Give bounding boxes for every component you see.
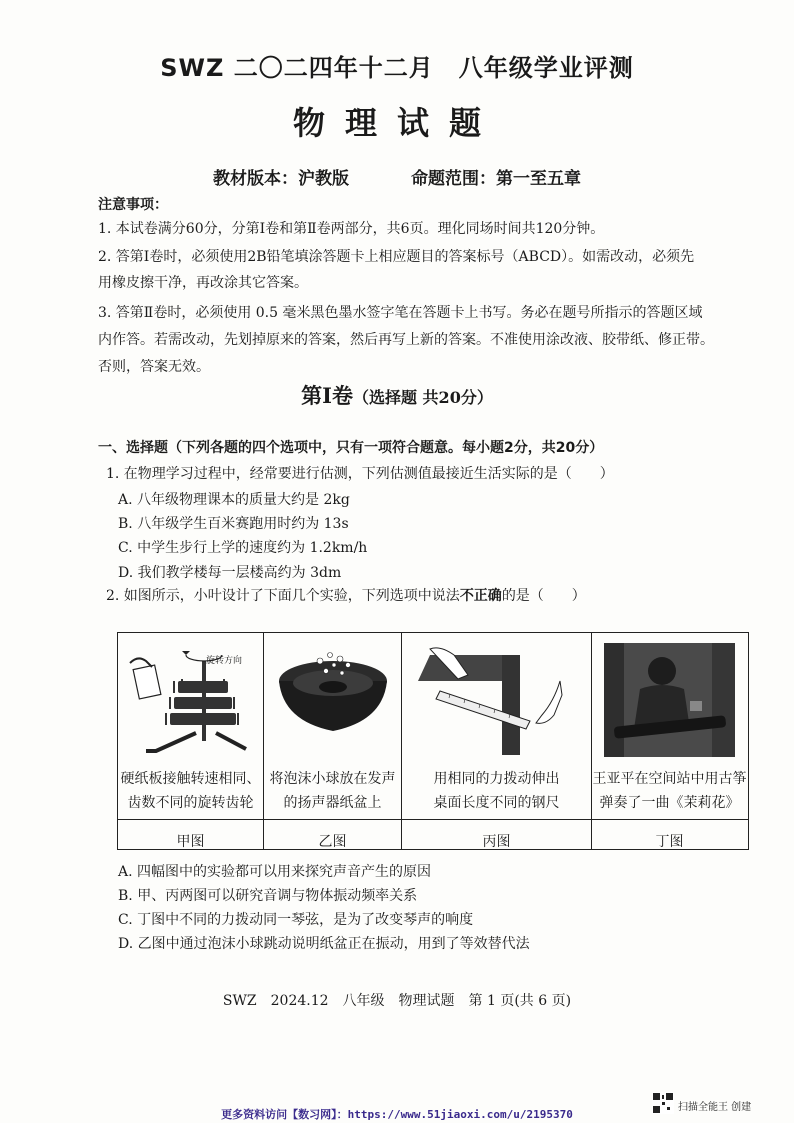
note-line: 3. 答第Ⅱ卷时，必须使用 0.5 毫米黑色墨水签字笔在答题卡上书写。务必在题号所指示的答题区域 [98, 305, 703, 321]
figure-caption: 王亚平在空间站中用古筝 [592, 771, 747, 787]
figure-caption: 齿数不同的旋转齿轮 [127, 795, 254, 811]
figure-caption: 将泡沫小球放在发声 [269, 771, 396, 787]
section-title [0, 380, 794, 410]
note-line: 2. 答第Ⅰ卷时，必须使用2B铅笔填涂答题卡上相应题目的答案标号（ABCD）。如需改动，必须先 [98, 249, 695, 265]
figure-caption: 用相同的力拨动伸出 [433, 771, 560, 787]
q2-stem-part: 2. 如图所示，小叶设计了下面几个实验，下列选项中说法 [106, 588, 460, 604]
notes-heading: 注意事项： [98, 197, 168, 213]
steel-ruler-on-table-illustration [410, 641, 584, 759]
q2-option-a: A. 四幅图中的实验都可以用来探究声音产生的原因 [118, 864, 432, 880]
note-line: 内作答。若需改动，先划掉原来的答案，然后再写上新的答案。不准使用涂改液、胶带纸、修正带。 [98, 332, 714, 348]
exam-title: SWZ 二〇二四年十二月 八年级学业评测 [160, 54, 634, 82]
figure-table [117, 632, 749, 850]
figure-label-ding: 丁图 [655, 834, 684, 850]
section-subtitle: （选择题 共20分） [352, 388, 493, 407]
figure-cell-yi [264, 633, 402, 849]
speaker-with-foam-balls-illustration [272, 641, 394, 759]
figure-cell-bing [402, 633, 592, 849]
q2-stem [106, 584, 586, 608]
q1-option-d: D. 我们教学楼每一层楼高约为 3dm [118, 565, 342, 581]
figure-caption: 硬纸板接触转速相同、 [120, 771, 261, 787]
figure-caption: 桌面长度不同的钢尺 [433, 795, 560, 811]
page-footer: SWZ 2024.12 八年级 物理试题 第 1 页(共 6 页) [222, 993, 572, 1009]
section-name: 第Ⅰ卷 [301, 383, 353, 408]
edition: 教材版本：沪教版 [213, 169, 350, 189]
note-line: 1. 本试卷满分60分，分第Ⅰ卷和第Ⅱ卷两部分，共6页。理化同场时间共120分钟。 [98, 221, 605, 237]
note-line: 用橡皮擦干净，再改涂其它答案。 [98, 275, 308, 291]
q1-option-c: C. 中学生步行上学的速度约为 1.2km/h [118, 540, 368, 556]
resource-ad-link[interactable]: 更多资料访问【数习网】：https://www.51jiaoxi.com/u/2195370 [221, 1108, 573, 1121]
scanner-watermark: 扫描全能王 创建 [678, 1102, 752, 1113]
q1-stem: 1. 在物理学习过程中，经常要进行估测，下列估测值最接近生活实际的是（ ） [106, 466, 614, 482]
figure-caption: 的扬声器纸盆上 [283, 795, 382, 811]
guzheng-in-space-photo [600, 641, 739, 759]
q2-option-d: D. 乙图中通过泡沫小球跳动说明纸盆正在振动，用到了等效替代法 [118, 936, 530, 952]
figure-caption: 弹奏了一曲《茉莉花》 [599, 795, 740, 811]
exam-meta [0, 164, 794, 189]
part-heading: 一、选择题（下列各题的四个选项中，只有一项符合题意。每小题2分，共20分） [98, 440, 604, 456]
q1-option-b: B. 八年级学生百米赛跑用时约为 13s [118, 516, 349, 532]
q1-option-a: A. 八年级物理课本的质量大约是 2kg [118, 492, 350, 508]
figure-label-jia: 甲图 [176, 834, 205, 850]
q2-option-b: B. 甲、丙两图可以研究音调与物体振动频率关系 [118, 888, 418, 904]
q2-stem-emphasis: 不正确 [459, 588, 502, 604]
rotation-direction-note: 旋转方向 [206, 656, 243, 666]
q2-stem-part: 的是（ ） [501, 588, 586, 604]
figure-label-yi: 乙图 [318, 834, 347, 850]
figure-label-bing: 丙图 [482, 834, 511, 850]
q2-option-c: C. 丁图中不同的力拨动同一琴弦，是为了改变琴声的响度 [118, 912, 474, 928]
subject-title: 物理试题 [292, 104, 501, 142]
note-line: 否则，答案无效。 [98, 359, 210, 375]
scope: 命题范围：第一至五章 [410, 169, 581, 189]
figure-cell-jia [118, 633, 264, 849]
figure-cell-ding [592, 633, 747, 849]
